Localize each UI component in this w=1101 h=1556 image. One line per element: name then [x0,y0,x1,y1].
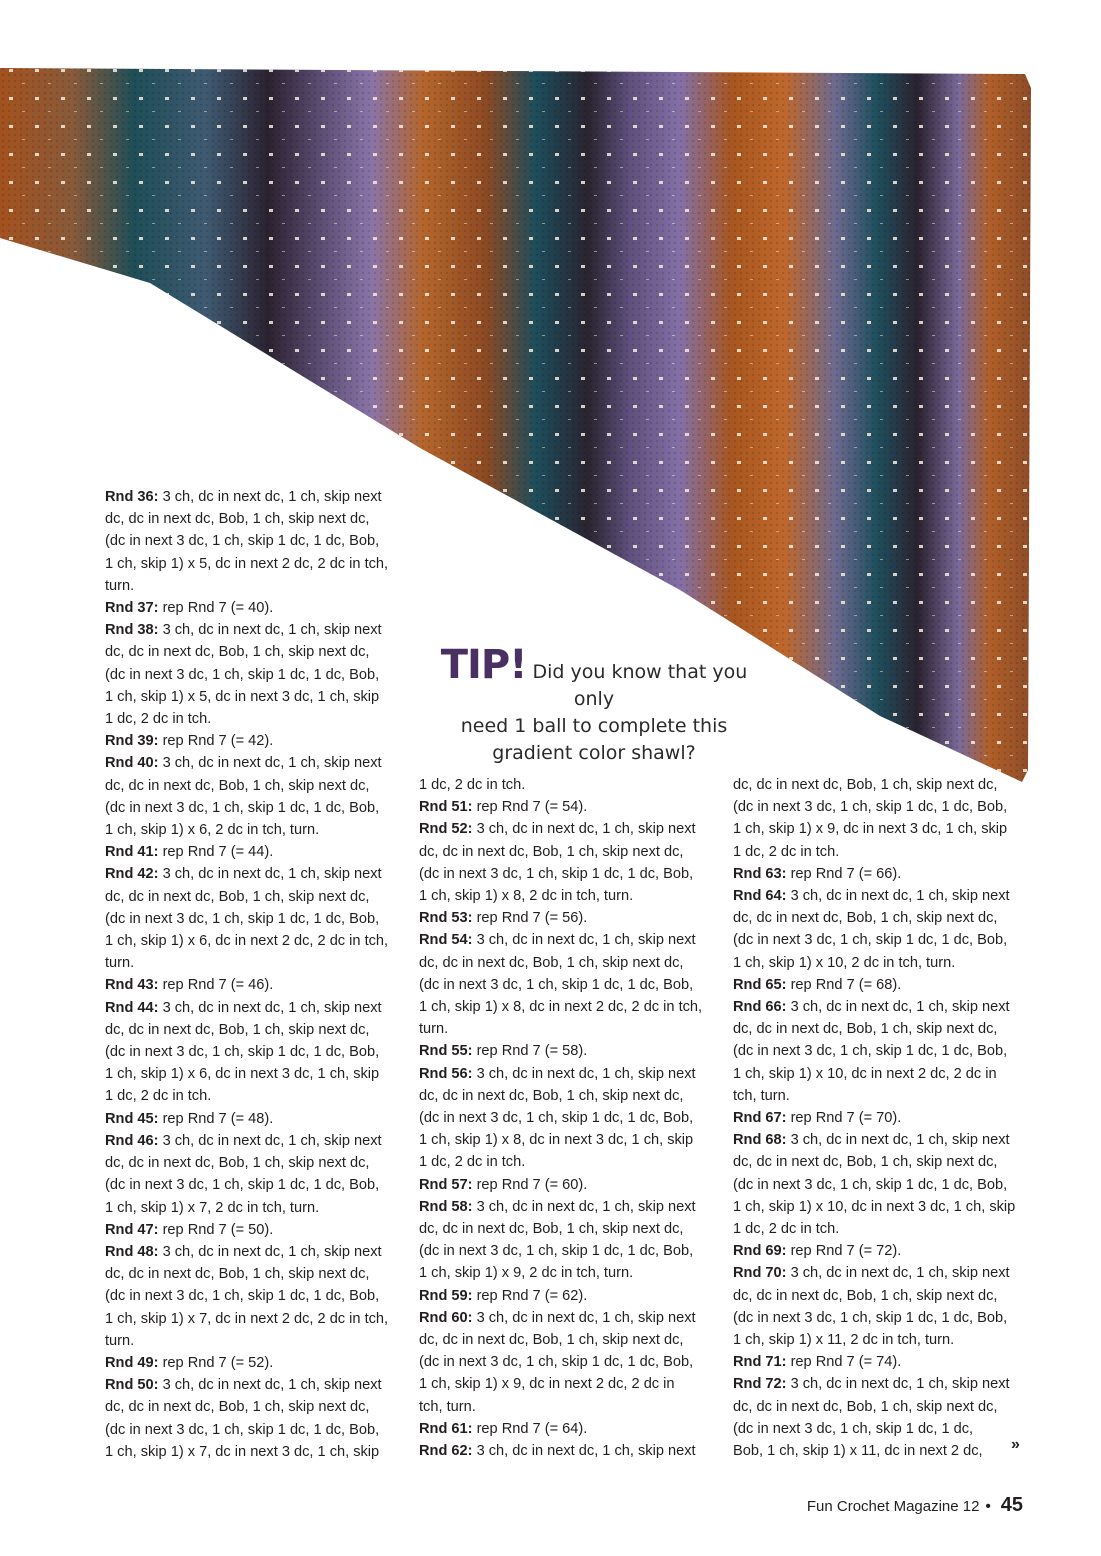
magazine-title: Fun Crochet Magazine 12 [806,1498,980,1515]
round-label: Rnd 42: [105,866,159,883]
pattern-round [105,997,405,1108]
round-label: Rnd 38: [105,622,159,639]
round-instructions: 3 ch, dc in next dc, 1 ch, skip next dc, dc in next dc, Bob, 1 ch, skip next dc, (dc in next 3 dc, 1 ch, skip 1 dc, 1 dc, Bob, 1 ch, skip 1) x 6, 2 dc in tch, turn. [105,755,382,839]
round-label: Rnd 58: [419,1198,473,1215]
round-instructions: 3 ch, dc in next dc, 1 ch, skip next dc, dc in next dc, Bob, 1 ch, skip next dc, (dc in next 3 dc, 1 ch, skip 1 dc, 1 dc, Bob, 1 ch, skip 1) x 8, 2 dc in tch, turn. [419,821,696,905]
pattern-round [105,974,405,996]
pattern-round [419,1418,719,1440]
round-label: Rnd 66: [733,999,787,1016]
round-label: Rnd 63: [733,865,787,882]
pattern-round [105,841,405,863]
pattern-round [419,1307,719,1418]
tip-heading: TIP! [440,642,527,688]
round-instructions: 3 ch, dc in next dc, 1 ch, skip next dc, dc in next dc, Bob, 1 ch, skip next dc, (dc in next 3 dc, 1 ch, skip 1 dc, 1 dc, Bob, 1 ch, skip 1) x 11, dc in next 2 dc, [733,1376,1010,1460]
round-label: Rnd 49: [105,1354,159,1371]
pattern-round [733,1240,1033,1262]
round-label: Rnd 55: [419,1043,473,1060]
pattern-round [105,1108,405,1130]
round-instructions: 3 ch, dc in next dc, 1 ch, skip next [472,1443,696,1460]
page-number: 45 [1000,1494,1023,1516]
pattern-round [419,929,719,1040]
round-instructions: 3 ch, dc in next dc, 1 ch, skip next dc, dc in next dc, Bob, 1 ch, skip next dc, (dc in next 3 dc, 1 ch, skip 1 dc, 1 dc, Bob, 1 ch, skip 1) x 11, 2 dc in tch, turn. [733,1265,1010,1349]
round-instructions: rep Rnd 7 (= 48). [158,1110,274,1127]
pattern-round [419,1174,719,1196]
round-instructions: 3 ch, dc in next dc, 1 ch, skip next dc, dc in next dc, Bob, 1 ch, skip next dc, (dc in next 3 dc, 1 ch, skip 1 dc, 1 dc, Bob, 1 ch, skip 1) x 5, dc in next 2 dc, 2 dc in tch, turn. [105,489,389,594]
pattern-round [419,1440,719,1462]
round-instructions: rep Rnd 7 (= 60). [472,1176,588,1193]
round-label: Rnd 43: [105,977,159,994]
round-instructions: rep Rnd 7 (= 40). [158,600,274,617]
pattern-round [733,885,1033,974]
round-label: Rnd 54: [419,932,473,949]
round-label: Rnd 36: [105,489,159,505]
pattern-column-3 [733,774,1033,1462]
pattern-column-1 [105,486,405,1463]
round-label: Rnd 46: [105,1132,159,1149]
pattern-round [105,1352,405,1374]
round-label: Rnd 50: [105,1377,159,1394]
pattern-round [105,752,405,841]
pattern-round [419,1040,719,1062]
round-instructions: rep Rnd 7 (= 62). [472,1287,588,1304]
pattern-round [733,996,1033,1107]
tip-line-2: need 1 ball to complete this [460,715,728,737]
pattern-round [419,1285,719,1307]
footer-bullet: • [985,1498,991,1515]
round-label: Rnd 69: [733,1243,787,1260]
round-label: Rnd 37: [105,600,159,617]
tip-line-1: Did you know that you only [532,661,748,710]
round-instructions: 3 ch, dc in next dc, 1 ch, skip next dc, dc in next dc, Bob, 1 ch, skip next dc, (dc in next 3 dc, 1 ch, skip 1 dc, 1 dc, Bob, 1 ch, skip 1) x 8, dc in next 3 dc, 1 ch, skip 1 dc, 2 dc in tch. [419,1065,696,1171]
round-instructions: 3 ch, dc in next dc, 1 ch, skip next dc, dc in next dc, Bob, 1 ch, skip next dc, (dc in next 3 dc, 1 ch, skip 1 dc, 1 dc, Bob, 1 ch, skip 1) x 7, 2 dc in tch, turn. [105,1132,382,1216]
column-3-continuation: dc, dc in next dc, Bob, 1 ch, skip next dc, (dc in next 3 dc, 1 ch, skip 1 dc, 1 dc, Bob, 1 ch, skip 1) x 9, dc in next 3 dc, 1 ch, skip 1 dc, 2 dc in tch. [733,777,1008,860]
round-instructions: rep Rnd 7 (= 56). [472,910,588,927]
round-label: Rnd 65: [733,976,787,993]
round-label: Rnd 52: [419,821,473,838]
round-instructions: rep Rnd 7 (= 74). [786,1354,902,1371]
round-label: Rnd 71: [733,1354,787,1371]
round-label: Rnd 56: [419,1065,473,1082]
round-label: Rnd 47: [105,1221,159,1238]
pattern-round [733,1351,1033,1373]
round-label: Rnd 72: [733,1376,787,1393]
page-footer [807,1494,1023,1517]
round-label: Rnd 53: [419,910,473,927]
round-instructions: 3 ch, dc in next dc, 1 ch, skip next dc, dc in next dc, Bob, 1 ch, skip next dc, (dc in next 3 dc, 1 ch, skip 1 dc, 1 dc, Bob, 1 ch, skip 1) x 6, dc in next 2 dc, 2 dc in tch, turn. [105,866,389,972]
pattern-round [105,730,405,752]
pattern-round [733,1129,1033,1240]
round-label: Rnd 60: [419,1309,473,1326]
round-instructions: rep Rnd 7 (= 68). [786,976,902,993]
round-instructions: 3 ch, dc in next dc, 1 ch, skip next dc, dc in next dc, Bob, 1 ch, skip next dc, (dc in next 3 dc, 1 ch, skip 1 dc, 1 dc, Bob, 1 ch, skip 1) x 9, dc in next 2 dc, 2 dc in tch, turn. [419,1309,696,1415]
round-label: Rnd 68: [733,1132,787,1149]
round-instructions: 3 ch, dc in next dc, 1 ch, skip next dc, dc in next dc, Bob, 1 ch, skip next dc, (dc in next 3 dc, 1 ch, skip 1 dc, 1 dc, Bob, 1 ch, skip 1) x 7, dc in next 3 dc, 1 ch, skip [105,1377,382,1460]
round-label: Rnd 61: [419,1420,473,1437]
pattern-round [733,1262,1033,1351]
round-label: Rnd 67: [733,1110,787,1127]
column-2-continuation: 1 dc, 2 dc in tch. [419,777,526,793]
pattern-round [105,619,405,730]
pattern-round [105,1130,405,1219]
pattern-round [419,818,719,907]
pattern-round [419,1063,719,1174]
round-instructions: rep Rnd 7 (= 52). [158,1354,274,1371]
round-label: Rnd 70: [733,1265,787,1282]
round-instructions: 3 ch, dc in next dc, 1 ch, skip next dc, dc in next dc, Bob, 1 ch, skip next dc, (dc in next 3 dc, 1 ch, skip 1 dc, 1 dc, Bob, 1 ch, skip 1) x 6, dc in next 3 dc, 1 ch, skip 1 dc, 2 dc in tch. [105,999,382,1105]
round-instructions: rep Rnd 7 (= 70). [786,1110,902,1127]
round-label: Rnd 40: [105,755,159,772]
round-label: Rnd 64: [733,888,787,905]
pattern-round [733,974,1033,996]
pattern-round [733,1107,1033,1129]
round-label: Rnd 39: [105,733,159,750]
pattern-round [419,1196,719,1285]
round-instructions: rep Rnd 7 (= 46). [158,977,274,994]
pattern-round [419,796,719,818]
round-label: Rnd 51: [419,799,473,816]
pattern-column-2 [419,774,719,1462]
round-label: Rnd 57: [419,1176,473,1193]
pattern-round [105,1241,405,1352]
round-instructions: rep Rnd 7 (= 58). [472,1043,588,1060]
pattern-round [733,863,1033,885]
round-instructions: 3 ch, dc in next dc, 1 ch, skip next dc, dc in next dc, Bob, 1 ch, skip next dc, (dc in next 3 dc, 1 ch, skip 1 dc, 1 dc, Bob, 1 ch, skip 1) x 9, 2 dc in tch, turn. [419,1198,696,1282]
round-label: Rnd 44: [105,999,159,1016]
pattern-round [733,1373,1033,1462]
round-instructions: 3 ch, dc in next dc, 1 ch, skip next dc, dc in next dc, Bob, 1 ch, skip next dc, (dc in next 3 dc, 1 ch, skip 1 dc, 1 dc, Bob, 1 ch, skip 1) x 5, dc in next 3 dc, 1 ch, skip 1 dc, 2 dc in tch. [105,622,382,728]
pattern-round [419,907,719,929]
round-instructions: 3 ch, dc in next dc, 1 ch, skip next dc, dc in next dc, Bob, 1 ch, skip next dc, (dc in next 3 dc, 1 ch, skip 1 dc, 1 dc, Bob, 1 ch, skip 1) x 10, 2 dc in tch, turn. [733,888,1010,971]
round-instructions: rep Rnd 7 (= 72). [786,1243,902,1260]
continued-arrow-icon: » [1011,1436,1020,1453]
round-label: Rnd 59: [419,1287,473,1304]
round-label: Rnd 48: [105,1243,159,1260]
round-instructions: rep Rnd 7 (= 54). [472,799,588,816]
round-instructions: 3 ch, dc in next dc, 1 ch, skip next dc, dc in next dc, Bob, 1 ch, skip next dc, (dc in next 3 dc, 1 ch, skip 1 dc, 1 dc, Bob, 1 ch, skip 1) x 7, dc in next 2 dc, 2 dc in tch, turn. [105,1243,389,1349]
round-label: Rnd 45: [105,1110,159,1127]
round-instructions: rep Rnd 7 (= 66). [786,865,902,882]
round-label: Rnd 62: [419,1443,473,1460]
pattern-round [105,597,405,619]
round-label: Rnd 41: [105,844,159,861]
pattern-round [105,486,405,597]
round-instructions: rep Rnd 7 (= 50). [158,1221,274,1238]
round-instructions: 3 ch, dc in next dc, 1 ch, skip next dc, dc in next dc, Bob, 1 ch, skip next dc, (dc in next 3 dc, 1 ch, skip 1 dc, 1 dc, Bob, 1 ch, skip 1) x 8, dc in next 2 dc, 2 dc in tch, turn. [419,932,703,1038]
round-instructions: rep Rnd 7 (= 64). [472,1420,588,1437]
pattern-round [105,1374,405,1463]
pattern-round [105,1219,405,1241]
round-instructions: 3 ch, dc in next dc, 1 ch, skip next dc, dc in next dc, Bob, 1 ch, skip next dc, (dc in next 3 dc, 1 ch, skip 1 dc, 1 dc, Bob, 1 ch, skip 1) x 10, dc in next 2 dc, 2 dc in tch, turn. [733,999,1010,1104]
round-instructions: rep Rnd 7 (= 44). [158,844,274,861]
round-instructions: rep Rnd 7 (= 42). [158,733,274,750]
round-instructions: 3 ch, dc in next dc, 1 ch, skip next dc, dc in next dc, Bob, 1 ch, skip next dc, (dc in next 3 dc, 1 ch, skip 1 dc, 1 dc, Bob, 1 ch, skip 1) x 10, dc in next 3 dc, 1 ch, skip 1 dc, 2 dc in tch. [733,1132,1016,1238]
tip-callout [424,642,764,767]
tip-line-3: gradient color shawl? [492,742,696,764]
pattern-round [105,863,405,974]
